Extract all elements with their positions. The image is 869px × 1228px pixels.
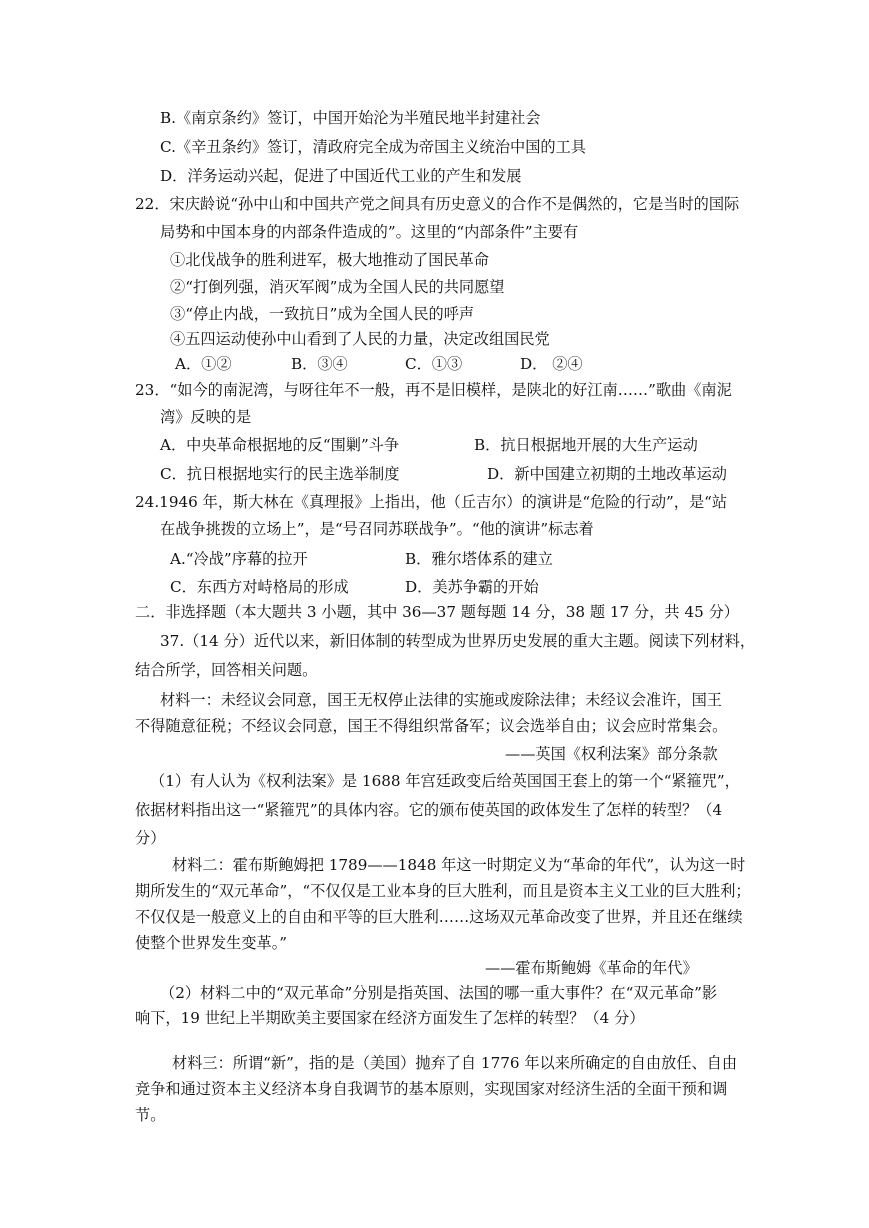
material-2-line4: 使整个世界发生变革。” xyxy=(135,934,288,952)
q24-option-a: A.“冷战”序幕的拉开 xyxy=(170,550,308,568)
material-2-line3: 不仅仅是一般意义上的自由和平等的巨大胜利……这场双元革命改变了世界，并且还在继续 xyxy=(135,908,743,926)
material-3-line1: 材料三：所谓“新”，指的是（美国）抛弃了自 1776 年以来所确定的自由放任、自由 xyxy=(172,1054,738,1072)
material-1-source: ——英国《权利法案》部分条款 xyxy=(505,745,718,763)
q22-option-a: A．①② xyxy=(175,355,232,373)
q22-item-3: ③“停止内战，一致抗日”成为全国人民的呼声 xyxy=(170,305,475,323)
q23-stem-line1: 23．“如今的南泥湾，与呀往年不一般，再不是旧模样，是陕北的好江南……”歌曲《南泥 xyxy=(135,381,732,399)
material-1-line2: 不得随意征税；不经议会同意，国王不得组织常备军；议会选举自由；议会应时常集会。 xyxy=(135,717,728,735)
q24-option-c: C．东西方对峙格局的形成 xyxy=(170,578,349,596)
q23-option-a: A．中央革命根据地的反“围剿”斗争 xyxy=(160,436,400,454)
q21-option-c: C.《辛丑条约》签订，清政府完全成为帝国主义统治中国的工具 xyxy=(160,138,586,156)
q23-option-b: B．抗日根据地开展的大生产运动 xyxy=(474,436,698,454)
q21-option-d: D．洋务运动兴起，促进了中国近代工业的产生和发展 xyxy=(160,167,522,185)
q24-option-b: B．雅尔塔体系的建立 xyxy=(405,550,553,568)
q22-item-1: ①北伐战争的胜利进军，极大地推动了国民革命 xyxy=(170,251,489,269)
q37-sub1-line2: 依据材料指出这一“紧箍咒”的具体内容。它的颁布使英国的政体发生了怎样的转型？（4 xyxy=(135,801,723,819)
q37-intro-line1: 37.（14 分）近代以来，新旧体制的转型成为世界历史发展的重大主题。阅读下列材料， xyxy=(160,632,756,650)
q22-option-c: C．①③ xyxy=(405,355,463,373)
q22-stem-line1: 22．宋庆龄说“孙中山和中国共产党之间具有历史意义的合作不是偶然的，它是当时的国际 xyxy=(135,195,740,213)
q24-stem-line2: 在战争挑拨的立场上”，是“号召同苏联战争”。“他的演讲”标志着 xyxy=(160,520,594,538)
q24-option-d: D．美苏争霸的开始 xyxy=(405,578,539,596)
q37-sub2-line2: 响下，19 世纪上半期欧美主要国家在经济方面发生了怎样的转型？（4 分） xyxy=(135,1009,645,1027)
q21-option-b: B.《南京条约》签订，中国开始沦为半殖民地半封建社会 xyxy=(160,109,541,127)
q24-stem-line1: 24.1946 年，斯大林在《真理报》上指出，他（丘吉尔）的演讲是“危险的行动”，是“站 xyxy=(135,493,728,511)
material-2-line2: 期所发生的“双元革命”，“不仅仅是工业本身的巨大胜利，而且是资本主义工业的巨大胜利； xyxy=(135,882,751,900)
material-1-line1: 材料一：未经议会同意，国王无权停止法律的实施或废除法律；未经议会准许，国王 xyxy=(160,691,722,709)
section-heading: 二．非选择题（本大题共 3 小题，其中 36—37 题每题 14 分，38 题 17 分，共 45 分） xyxy=(135,603,739,621)
q37-sub1-line3: 分） xyxy=(135,829,166,847)
q37-intro-line2: 结合所学，回答相关问题。 xyxy=(135,661,318,679)
q37-sub2-line1: （2）材料二中的“双元革命”分别是指英国、法国的哪一重大事件？在“双元革命”影 xyxy=(160,984,718,1002)
q22-stem-line2: 局势和中国本身的内部条件造成的”。这里的“内部条件”主要有 xyxy=(160,223,579,241)
q22-item-2: ②“打倒列强，消灭军阀”成为全国人民的共同愿望 xyxy=(170,278,505,296)
material-2-line1: 材料二：霍布斯鲍姆把 1789——1848 年这一时期定义为“革命的年代”，认为这一时 xyxy=(172,856,746,874)
q23-option-c: C．抗日根据地实行的民主选举制度 xyxy=(160,465,400,483)
q22-item-4: ④五四运动使孙中山看到了人民的力量，决定改组国民党 xyxy=(170,330,550,348)
q23-stem-line2: 湾》反映的是 xyxy=(160,408,252,426)
material-2-source: ——霍布斯鲍姆《革命的年代》 xyxy=(485,959,698,977)
q22-option-b: B．③④ xyxy=(291,355,348,373)
material-3-line3: 节。 xyxy=(135,1106,166,1124)
material-3-line2: 竞争和通过资本主义经济本身自我调节的基本原则，实现国家对经济生活的全面干预和调 xyxy=(135,1080,728,1098)
q23-option-d: D．新中国建立初期的土地改革运动 xyxy=(487,465,727,483)
q37-sub1-line1: （1）有人认为《权利法案》是 1688 年宫廷政变后给英国国王套上的第一个“紧箍咒”， xyxy=(150,772,740,790)
q22-option-d: D． ②④ xyxy=(520,355,583,373)
